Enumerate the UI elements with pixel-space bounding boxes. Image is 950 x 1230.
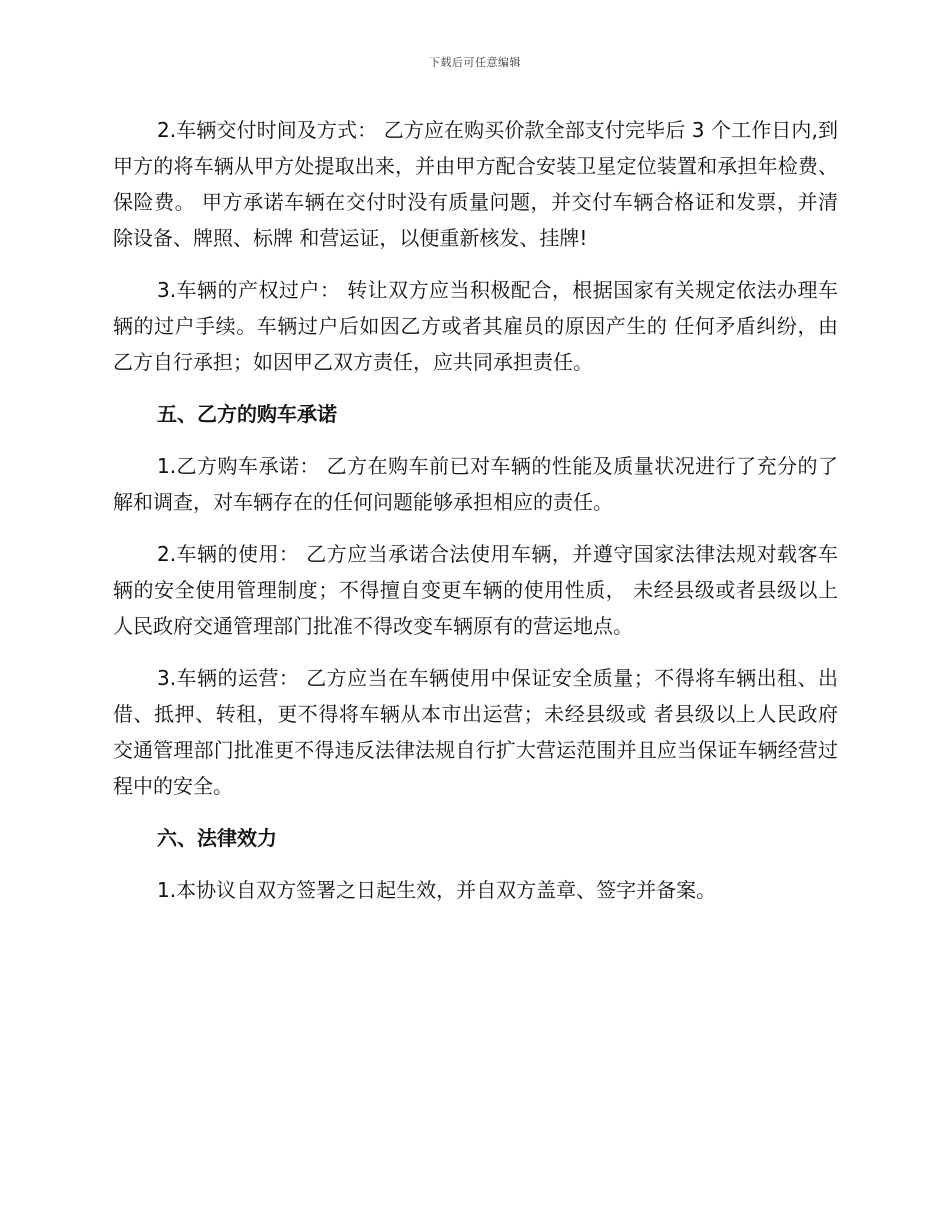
clause-vehicle-operation: 3.车辆的运营： 乙方应当在车辆使用中保证安全质量；不得将车辆出租、出借、抵押、转租，更不得将车辆从本市出运营；未经县级或 者县级以上人民政府交通管理部门批准更不得违反法律法规自行扩大营运范围并且应当保证车辆经营过程中的安全。 bbox=[113, 666, 838, 798]
section-heading-legal-effect: 六、法律效力 bbox=[157, 826, 277, 850]
clause-effectiveness: 1.本协议自双方签署之日起生效，并自双方盖章、签字并备案。 bbox=[157, 878, 717, 902]
header-note: 下载后可任意编辑 bbox=[429, 56, 521, 69]
clause-purchase-commitment: 1.乙方购车承诺： 乙方在购车前已对车辆的性能及质量状况进行了充分的了解和调查，对车辆存在的任何问题能够承担相应的责任。 bbox=[113, 454, 838, 514]
clause-vehicle-delivery: 2.车辆交付时间及方式： 乙方应在购买价款全部支付完毕后 3 个工作日内,到甲方的将车辆从甲方处提取出来，并由甲方配合安装卫星定位装置和承担年检费、保险费。 甲方承诺车辆在交付时没有质量问题，并交付车辆合格证和发票，并清除设备、牌照、标牌 和营运证，以便重新核发、挂牌! bbox=[113, 118, 838, 250]
document-body bbox=[113, 112, 838, 924]
clause-vehicle-usage: 2.车辆的使用： 乙方应当承诺合法使用车辆，并遵守国家法律法规对载客车辆的安全使用管理制度；不得擅自变更车辆的使用性质， 未经县级或者县级以上人民政府交通管理部门批准不得改变车辆原有的营运地点。 bbox=[113, 542, 838, 638]
section-heading-purchase-commitment: 五、乙方的购车承诺 bbox=[157, 402, 337, 426]
clause-ownership-transfer: 3.车辆的产权过户： 转让双方应当积极配合，根据国家有关规定依法办理车辆的过户手续。车辆过户后如因乙方或者其雇员的原因产生的 任何矛盾纠纷，由乙方自行承担；如因甲乙双方责任，应共同承担责任。 bbox=[113, 278, 838, 374]
